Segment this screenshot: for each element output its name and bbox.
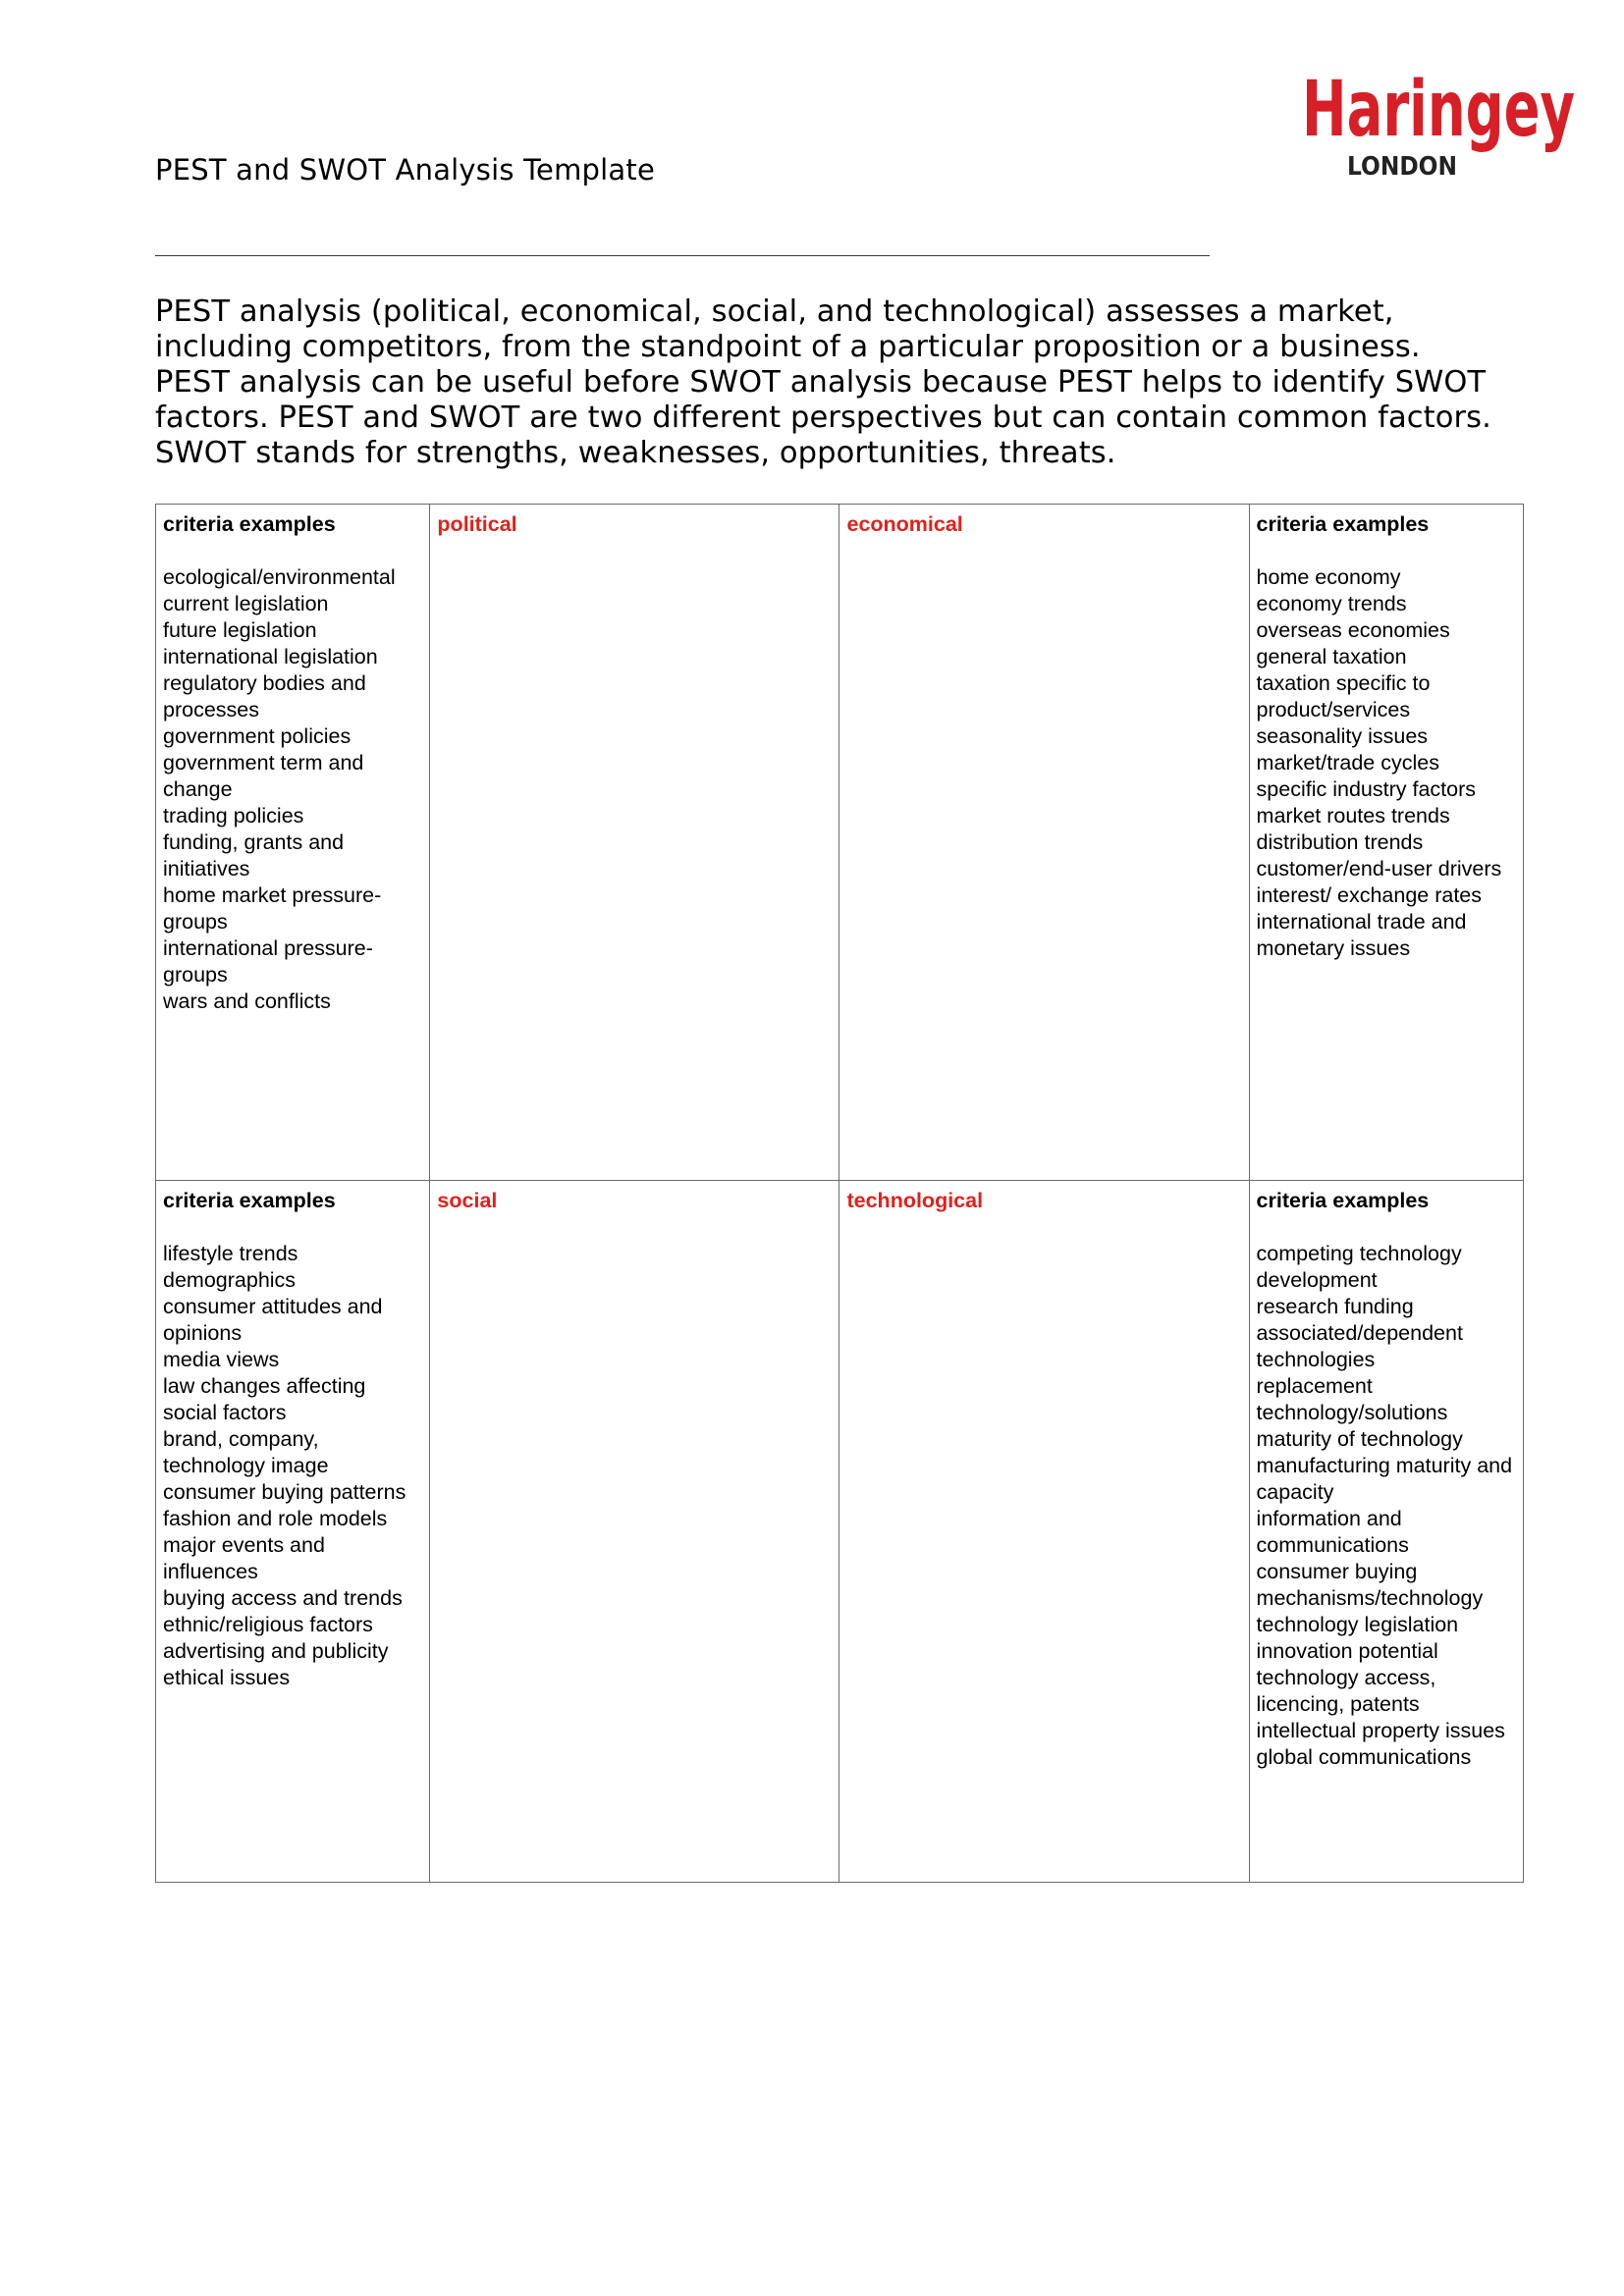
political-heading: political	[437, 512, 517, 536]
criteria-item: general taxation	[1256, 645, 1407, 668]
social-cell[interactable]	[430, 1181, 839, 1883]
criteria-list	[163, 564, 422, 1015]
criteria-item: global communications	[1256, 1745, 1472, 1769]
criteria-item: current legislation	[163, 592, 329, 615]
criteria-item: ecological/environmental	[163, 565, 396, 589]
criteria-item: wars and conflicts	[163, 989, 331, 1013]
technological-cell[interactable]	[839, 1181, 1249, 1883]
criteria-item: specific industry factors	[1256, 777, 1476, 801]
criteria-item: overseas economies	[1256, 618, 1450, 642]
criteria-item: fashion and role models	[163, 1507, 388, 1530]
criteria-item: international pressure-groups	[163, 936, 373, 987]
criteria-item: international trade and monetary issues	[1256, 910, 1467, 960]
document-title: PEST and SWOT Analysis Template	[155, 153, 655, 187]
economical-heading: economical	[846, 512, 963, 536]
criteria-item: maturity of technology	[1256, 1427, 1463, 1451]
criteria-item: ethnic/religious factors	[163, 1613, 373, 1636]
criteria-item: intellectual property issues	[1256, 1719, 1505, 1742]
criteria-item: research funding	[1256, 1295, 1414, 1318]
logo-subtext: LONDON	[1347, 152, 1457, 182]
criteria-heading: criteria examples	[1256, 512, 1430, 536]
criteria-item: innovation potential	[1256, 1639, 1438, 1663]
criteria-list	[1257, 564, 1516, 962]
criteria-heading: criteria examples	[1256, 1189, 1430, 1212]
criteria-item: consumer buying patterns	[163, 1480, 406, 1504]
criteria-cell-technological	[1249, 1181, 1523, 1883]
criteria-item: customer/end-user drivers	[1256, 857, 1502, 881]
criteria-item: replacement technology/solutions	[1256, 1374, 1448, 1424]
criteria-item: interest/ exchange rates	[1256, 883, 1483, 907]
criteria-item: future legislation	[163, 618, 317, 642]
criteria-item: law changes affecting social factors	[163, 1374, 366, 1424]
intro-paragraph-1: PEST analysis (political, economical, social, and technological) assesses a market, including competitors, from the standpoint of a particular proposition or a business.	[155, 294, 1421, 364]
criteria-item: manufacturing maturity and capacity	[1256, 1454, 1513, 1504]
intro-paragraph-2: PEST analysis can be useful before SWOT analysis because PEST helps to identify SWOT factors. PEST and SWOT are two different perspectives but can contain common factors. SWOT stands for strengths, weaknesses, opportunities, threats.	[155, 365, 1491, 470]
criteria-item: international legislation	[163, 645, 378, 668]
criteria-item: market/trade cycles	[1256, 751, 1439, 774]
criteria-item: technology access, licencing, patents	[1256, 1666, 1436, 1716]
criteria-item: media views	[163, 1348, 280, 1371]
criteria-item: taxation specific to product/services	[1256, 671, 1431, 721]
criteria-item: lifestyle trends	[163, 1242, 298, 1265]
criteria-item: seasonality issues	[1256, 724, 1429, 748]
criteria-item: consumer buying mechanisms/technology	[1256, 1560, 1484, 1610]
haringey-logo	[1296, 65, 1581, 183]
pest-row-social-technological	[156, 1181, 1524, 1883]
criteria-heading: criteria examples	[163, 512, 336, 536]
criteria-item: funding, grants and initiatives	[163, 830, 345, 881]
criteria-item: demographics	[163, 1268, 297, 1292]
criteria-item: home market pressure-groups	[163, 883, 382, 934]
criteria-item: advertising and publicity	[163, 1639, 389, 1663]
criteria-item: buying access and trends	[163, 1586, 403, 1610]
criteria-list	[163, 1241, 422, 1691]
economical-cell[interactable]	[839, 505, 1249, 1181]
criteria-cell-political	[156, 505, 430, 1181]
criteria-item: consumer attitudes and opinions	[163, 1295, 383, 1345]
criteria-item: market routes trends	[1256, 804, 1450, 828]
political-cell[interactable]	[430, 505, 839, 1181]
criteria-item: major events and influences	[163, 1533, 325, 1583]
criteria-item: regulatory bodies and processes	[163, 671, 366, 721]
criteria-item: competing technology development	[1256, 1242, 1462, 1292]
criteria-item: information and communications	[1256, 1507, 1409, 1557]
criteria-item: distribution trends	[1256, 830, 1424, 854]
criteria-cell-economical	[1249, 505, 1523, 1181]
criteria-item: ethical issues	[163, 1666, 291, 1689]
pest-row-political-economical	[156, 505, 1524, 1181]
criteria-cell-social	[156, 1181, 430, 1883]
pest-table	[155, 504, 1524, 1883]
criteria-item: technology legislation	[1256, 1613, 1459, 1636]
social-heading: social	[437, 1189, 498, 1212]
criteria-item: economy trends	[1256, 592, 1407, 615]
title-divider	[155, 255, 1210, 256]
criteria-item: associated/dependent technologies	[1256, 1321, 1463, 1371]
criteria-heading: criteria examples	[163, 1189, 336, 1212]
criteria-item: government term and change	[163, 751, 364, 801]
intro-text	[155, 294, 1530, 471]
criteria-item: trading policies	[163, 804, 304, 828]
criteria-list	[1257, 1241, 1516, 1771]
criteria-item: brand, company, technology image	[163, 1427, 329, 1477]
criteria-item: home economy	[1256, 565, 1401, 589]
technological-heading: technological	[846, 1189, 984, 1212]
logo-wordmark: Haringey	[1302, 66, 1575, 154]
haringey-logo-graphic	[1296, 65, 1581, 183]
criteria-item: government policies	[163, 724, 352, 748]
